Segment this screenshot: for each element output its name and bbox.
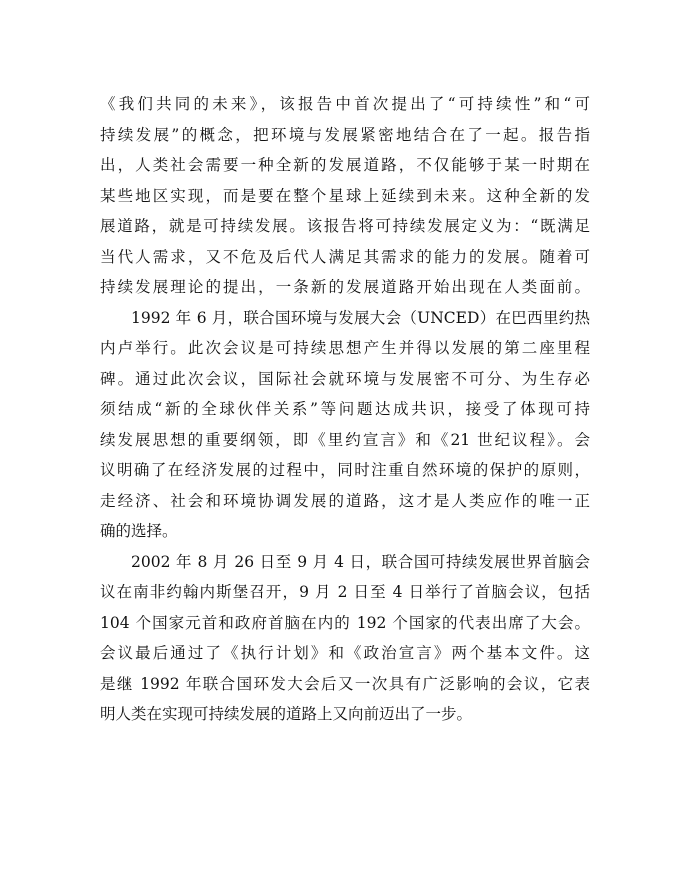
paragraph-2-line: 1992 年 6 月，联合国环境与发展大会（UNCED）在巴西里约热 xyxy=(131,308,590,327)
paragraph-3-line: 会议最后通过了《执行计划》和《政治宣言》两个基本文件。这 xyxy=(100,644,590,662)
paragraph-1-line: 出，人类社会需要一种全新的发展道路，不仅能够于某一时期在 xyxy=(100,156,590,174)
paragraph-2-line: 碑。通过此次会议，国际社会就环境与发展密不可分、为生存必 xyxy=(100,369,590,388)
paragraph-2-line: 须结成“新的全球伙伴关系”等问题达成共识，接受了体现可持 xyxy=(100,400,590,418)
paragraph-1-line: 《我们共同的未来》，该报告中首次提出了“可持续性”和“可 xyxy=(100,95,590,113)
paragraph-1-line: 持续发展”的概念，把环境与发展紧密地结合在了一起。报告指 xyxy=(100,125,590,144)
paragraph-2-line: 走经济、社会和环境协调发展的道路，这才是人类应作的唯一正 xyxy=(100,491,590,510)
paragraph-3-line: 是继 1992 年联合国环发大会后又一次具有广泛影响的会议，它表 xyxy=(100,674,590,693)
paragraph-1-line: 当代人需求，又不危及后代人满足其需求的能力的发展。随着可 xyxy=(100,247,590,266)
paragraph-2-line: 议明确了在经济发展的过程中，同时注重自然环境的保护的原则， xyxy=(100,461,590,479)
paragraph-3-line: 2002 年 8 月 26 日至 9 月 4 日，联合国可持续发展世界首脑会 xyxy=(131,552,590,571)
paragraph-1-line: 展道路，就是可持续发展。该报告将可持续发展定义为：“既满足 xyxy=(100,217,590,235)
document-body xyxy=(100,89,590,730)
paragraph-3-line: 议在南非约翰内斯堡召开，9 月 2 日至 4 日举行了首脑会议，包括 xyxy=(100,583,590,601)
paragraph-1-line: 持续发展理论的提出，一条新的发展道路开始出现在人类面前。 xyxy=(100,278,590,296)
paragraph-3-line: 104 个国家元首和政府首脑在内的 192 个国家的代表出席了大会。 xyxy=(100,613,590,632)
paragraph-2-line: 内卢举行。此次会议是可持续思想产生并得以发展的第二座里程 xyxy=(100,339,590,357)
paragraph-1-line: 某些地区实现，而是要在整个星球上延续到未来。这种全新的发 xyxy=(100,186,590,205)
paragraph-2-line: 续发展思想的重要纲领，即《里约宣言》和《21 世纪议程》。会 xyxy=(100,430,590,449)
paragraph-2-line: 确的选择。 xyxy=(100,522,178,540)
paragraph-3-line: 明人类在实现可持续发展的道路上又向前迈出了一步。 xyxy=(100,705,473,723)
